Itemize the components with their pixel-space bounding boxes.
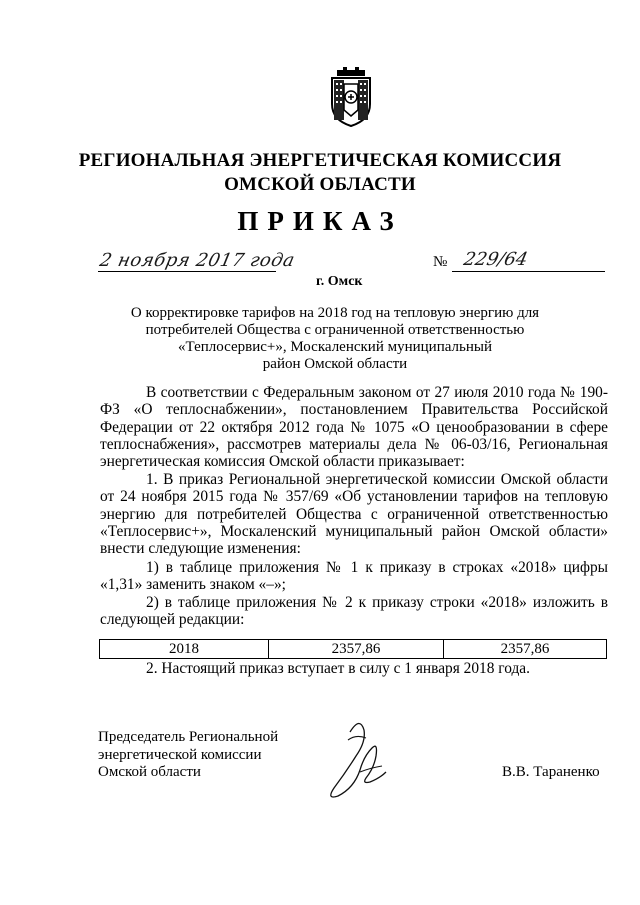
handwritten-signature (320, 712, 395, 807)
date-underline (98, 271, 276, 272)
subject-line: О корректировке тарифов на 2018 год на тепловую энергию для (130, 305, 540, 321)
org-name-line1: РЕГИОНАЛЬНАЯ ЭНЕРГЕТИЧЕСКАЯ КОМИССИЯ (78, 150, 562, 171)
document-title: ПРИКАЗ (237, 206, 403, 236)
signatory-line: Председатель Региональной (98, 729, 279, 745)
order-subject (100, 305, 570, 373)
table-row (100, 640, 607, 659)
paragraph-preamble: В соответствии с Федеральным законом от 27 июля 2010 года № 190-ФЗ «О теплоснабжении», постановлением Правительства Российской Федерации от 22 октября 2012 года № 1075 «О ценообразовании в сфере теплоснабжения», рассмотрев материалы дела № 06-03/16, Региональная энергетическая комиссия Омской области приказывает: (100, 384, 608, 471)
tariff-table (99, 639, 607, 659)
signatory-name: В.В. Тараненко (502, 764, 600, 780)
table-cell-tariff: 2357,86 (269, 640, 444, 659)
paragraph-item-2: 2. Настоящий приказ вступает в силу с 1 января 2018 года. (146, 660, 530, 677)
signatory-title (98, 729, 278, 782)
city: г. Омск (316, 274, 363, 289)
signatory-line: Омской области (98, 764, 201, 780)
org-name-line2: ОМСКОЙ ОБЛАСТИ (224, 174, 416, 195)
subject-line: потребителей Общества с ограниченной ответственностью (145, 322, 525, 338)
subject-line: район Омской области (262, 356, 408, 372)
paragraph-item-1: 1. В приказ Региональной энергетической комиссии Омской области от 24 ноября 2015 года № 357/69 «Об установлении тарифов на тепловую энергию для потребителей Общества с ограниченной ответственностью «Теплосервис+», Москаленский муниципальный район Омской области» внести следующие изменения: (100, 471, 608, 558)
subject-line: «Теплосервис+», Москаленский муниципальный (177, 339, 492, 355)
paragraph-subitem-1: 1) в таблице приложения № 1 к приказу в строках «2018» цифры «1,31» заменить знаком «–»; (100, 559, 608, 594)
table-cell-year: 2018 (100, 640, 269, 659)
table-cell-tariff: 2357,86 (444, 640, 607, 659)
coat-of-arms-icon (328, 66, 374, 128)
signatory-line: энергетической комиссии (98, 746, 262, 763)
handwritten-date: 2 ноября 2017 года (97, 250, 297, 271)
paragraph-subitem-2: 2) в таблице приложения № 2 к приказу строки «2018» изложить в следующей редакции: (100, 594, 608, 629)
number-underline (452, 271, 605, 272)
number-label: № (433, 254, 448, 270)
handwritten-number: 229/64 (461, 249, 530, 270)
